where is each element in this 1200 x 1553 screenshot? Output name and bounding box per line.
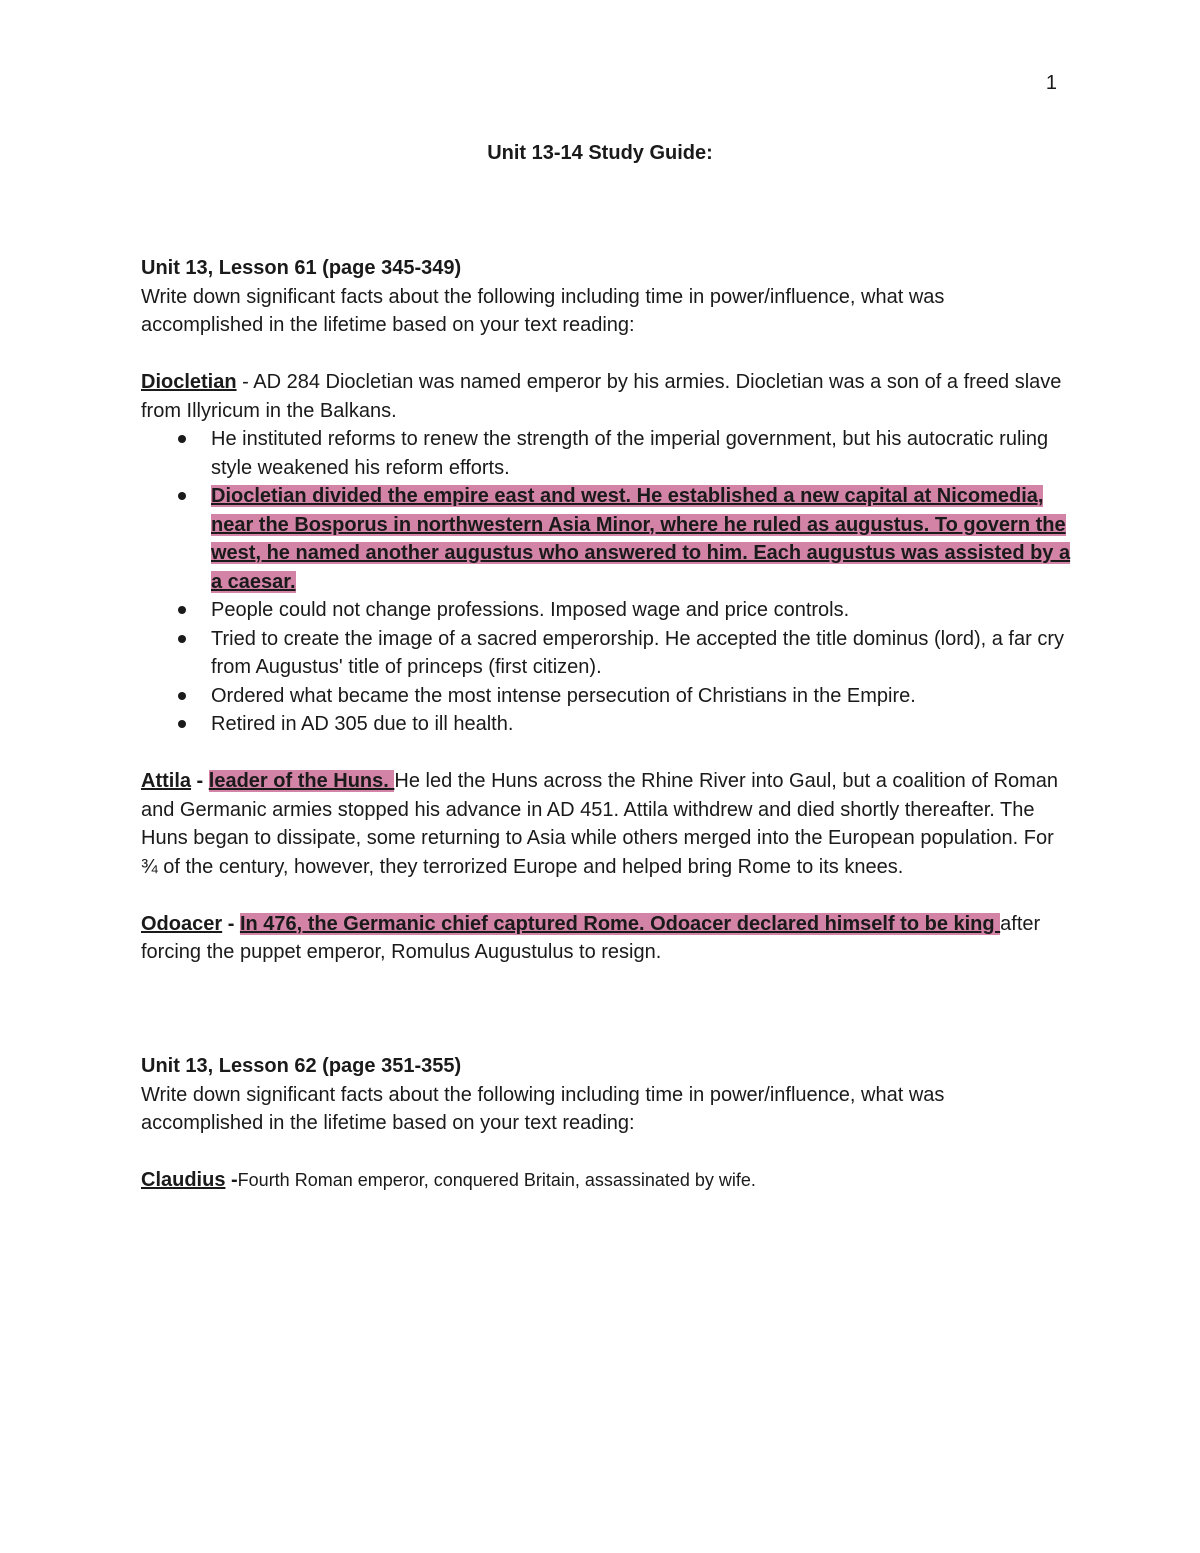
list-item: Ordered what became the most intense persecution of Christians in the Empire.: [141, 682, 1071, 711]
odoacer-text: after forcing the puppet emperor, Romulus Augustulus to resign.: [141, 912, 1041, 963]
lesson-61-heading: Unit 13, Lesson 61 (page 345-349): [141, 257, 462, 279]
list-item: Retired in AD 305 due to ill health.: [141, 710, 1071, 739]
claudius-term: Claudius: [141, 1169, 226, 1191]
claudius-text: Fourth Roman emperor, conquered Britain, assassinated by wife.: [237, 1170, 756, 1190]
document-title: Unit 13-14 Study Guide:: [487, 142, 713, 164]
diocletian-entry: [141, 368, 1071, 425]
page-number: 1: [1045, 72, 1057, 94]
claudius-entry: Claudius -Fourth Roman emperor, conquered Britain, assassinated by wife.: [141, 1169, 756, 1191]
attila-entry: Attila - leader of the Huns. He led the Huns across the Rhine River into Gaul, but a coalition of Roman and Germanic armies stopped his advance in AD 451. Attila withdrew and died shortly thereafter. The Huns began to dissipate, some returning to Asia while others merged into the European population. For ¾ of the century, however, they terrorized Europe and helped bring Rome to its knees.: [141, 770, 1059, 878]
list-item: People could not change professions. Imposed wage and price controls.: [141, 596, 1071, 625]
odoacer-highlight: In 476, the Germanic chief captured Rome. Odoacer declared himself to be king: [239, 912, 1001, 935]
lesson-61-section: [141, 254, 1071, 967]
lesson-62-section: [141, 1052, 1071, 1195]
diocletian-intro: - AD 284 Diocletian was named emperor by his armies. Diocletian was a son of a freed slave from Illyricum in the Balkans.: [141, 371, 1062, 422]
lesson-61-instructions: Write down significant facts about the following including time in power/influence, what was accomplished in the lifetime based on your text reading:: [141, 285, 945, 336]
attila-text: He led the Huns across the Rhine River into Gaul, but a coalition of Roman and Germanic armies stopped his advance in AD 451. Attila withdrew and died shortly thereafter. The Huns began to dissipate, some returning to Asia while others merged into the European population. For ¾ of the century, however, they terrorized Europe and helped bring Rome to its knees.: [141, 770, 1059, 878]
list-item-highlighted: Diocletian divided the empire east and west. He established a new capital at Nicomedia, near the Bosporus in northwestern Asia Minor, where he ruled as augustus. To govern the west, he named another augustus who answered to him. Each augustus was assisted by a a caesar.: [141, 482, 1071, 596]
attila-term: Attila: [141, 770, 191, 792]
lesson-62-instructions: Write down significant facts about the following including time in power/influence, what was accomplished in the lifetime based on your text reading:: [141, 1083, 945, 1134]
attila-highlight: leader of the Huns.: [208, 770, 395, 792]
list-item: He instituted reforms to renew the strength of the imperial government, but his autocratic ruling style weakened his reform efforts.: [141, 425, 1071, 482]
diocletian-facts-list: [141, 425, 1071, 739]
odoacer-term: Odoacer: [141, 912, 223, 935]
odoacer-entry: Odoacer - In 476, the Germanic chief captured Rome. Odoacer declared himself to be king after forcing the puppet emperor, Romulus Augustulus to resign.: [141, 912, 1041, 963]
list-item: Tried to create the image of a sacred emperorship. He accepted the title dominus (lord), a far cry from Augustus' title of princeps (first citizen).: [141, 625, 1071, 682]
lesson-62-heading: Unit 13, Lesson 62 (page 351-355): [141, 1055, 462, 1077]
diocletian-term: Diocletian: [141, 371, 237, 393]
